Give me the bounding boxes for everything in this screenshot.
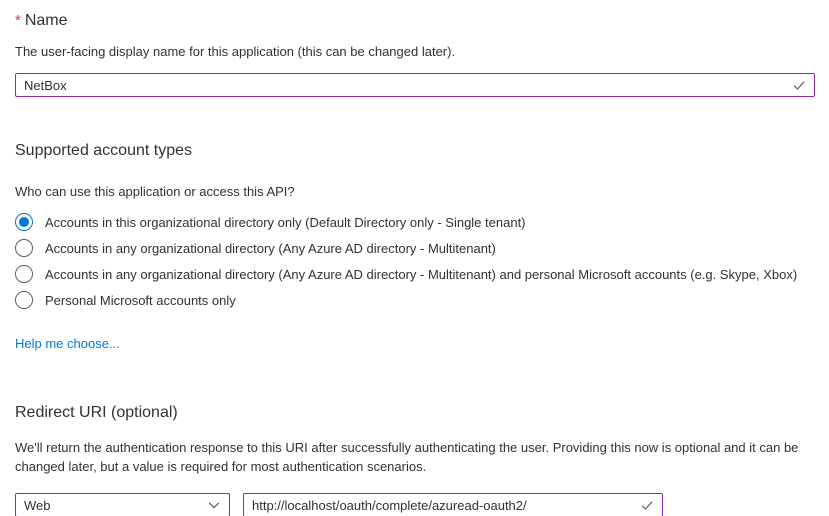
account-type-option-label: Personal Microsoft accounts only	[45, 292, 236, 308]
account-type-option-single-tenant[interactable]	[15, 209, 814, 235]
required-marker: *	[15, 12, 21, 29]
name-section-title	[15, 11, 814, 31]
account-types-section-title: Supported account types	[15, 142, 193, 159]
redirect-uri-input[interactable]	[243, 493, 663, 516]
radio-button-icon[interactable]	[15, 291, 33, 309]
redirect-uri-section-title: Redirect URI (optional)	[15, 404, 178, 421]
uri-field-wrap	[243, 493, 663, 516]
account-type-option-multitenant[interactable]	[15, 235, 814, 261]
platform-select-dropdown[interactable]	[15, 493, 230, 516]
account-type-option-label: Accounts in any organizational directory (Any Azure AD directory - Multitenant) and personal Microsoft accounts (e.g. Skype, Xbox)	[45, 266, 798, 282]
redirect-uri-row	[15, 493, 814, 516]
name-section-title-text: Name	[24, 12, 68, 29]
radio-button-icon[interactable]	[15, 213, 33, 231]
name-input[interactable]	[15, 73, 815, 97]
platform-select-value: Web	[24, 497, 51, 513]
name-field-wrap	[15, 73, 815, 97]
account-type-option-label: Accounts in any organizational directory (Any Azure AD directory - Multitenant)	[45, 240, 496, 256]
name-description: The user-facing display name for this application (this can be changed later).	[15, 44, 456, 59]
radio-button-icon[interactable]	[15, 239, 33, 257]
chevron-down-icon	[207, 498, 221, 512]
account-type-option-personal-only[interactable]	[15, 287, 814, 313]
account-types-question: Who can use this application or access this API?	[15, 184, 295, 199]
help-me-choose-link[interactable]: Help me choose...	[15, 336, 120, 351]
account-type-option-label: Accounts in this organizational directory only (Default Directory only - Single tenant)	[45, 214, 526, 230]
redirect-uri-description: We'll return the authentication response to this URI after successfully authenticating the user. Providing this now is optional and it can be changed later, but a value is required for most authentication scenarios.	[15, 440, 799, 474]
account-type-option-multitenant-personal[interactable]	[15, 261, 814, 287]
account-types-radio-group	[15, 209, 814, 313]
radio-button-icon[interactable]	[15, 265, 33, 283]
